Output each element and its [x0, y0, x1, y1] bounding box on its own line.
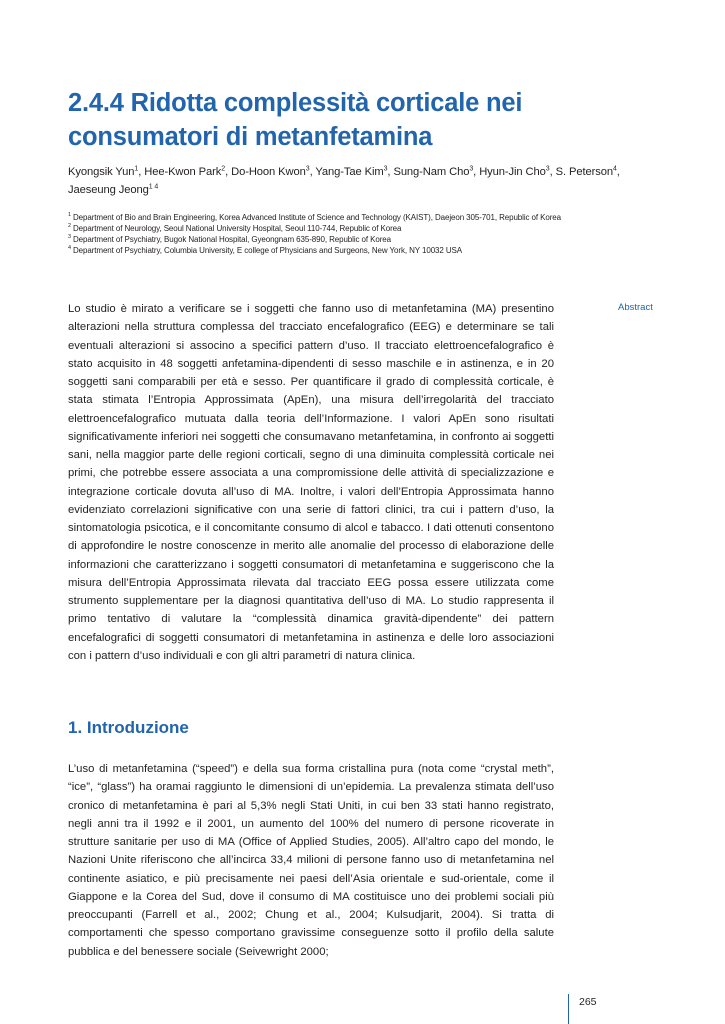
author-affiliation-mark: 3 [545, 165, 550, 173]
introduction-section [68, 760, 554, 961]
section-heading: 1. Introduzione [68, 718, 189, 737]
abstract-paragraph: Lo studio è mirato a verificare se i soggetti che fanno uso di metanfetamina (MA) presentino alterazioni nella struttura complessa del tracciato encefalografico (EEG) e determinare se tali eventuali alterazioni si associno a specifici pattern d’uso. Il tracciato elettroencefalografico è stato acquisito in 48 soggetti anfetamina-dipendenti di sesso maschile e in astinenza, e in 20 soggetti sani comparabili per età e sesso. Per quantificare il grado di complessità corticale, è stata stimata l’Entropia Approssimata (ApEn), una misura dell’irregolarità del tracciato elettroencefalografico mutuata dalla teoria dell’Informazione. I valori ApEn sono risultati significativamente inferiori nei soggetti che consumavano metanfetamina, in confronto ai soggetti sani, nella maggior parte delle regioni corticali, segno di una diminuita complessità corticale nei primi, che potrebbe essere associata a una compromissione delle attività di specializzazione e integrazione corticale dovuta all’uso di MA. Inoltre, i valori dell’Entropia Approssimata hanno evidenziato correlazioni significative con una serie di fattori clinici, tra cui i pattern d’uso, la sintomatologia psicotica, e il concomitante consumo di alcol e tabacco. I dati ottenuti consentono di approfondire le nostre conoscenze in merito alle anomalie del processo di elaborazione delle informazioni che caratterizzano i soggetti consumatori di metanfetamina e suggeriscono che la misura dell’Entropia Approssimata rilevata dal tracciato EEG possa essere utilizzata come strumento supplementare per la diagnosi quantitativa dell’uso di MA. Lo studio rappresenta il primo tentativo di valutare la “complessità dinamica gravità-dipendente” dei pattern encefalografici di soggetti consumatori di metanfetamina in astinenza e delle loro associazioni con i pattern d’uso individuali e con gli altri parametri di natura clinica. [68, 303, 554, 662]
abstract-label: Abstract [618, 302, 653, 313]
author-name: Jaeseung Jeong [68, 184, 149, 196]
author-name: Sung-Nam Cho [393, 166, 470, 178]
abstract-section [68, 300, 554, 665]
affiliation-item [68, 245, 668, 256]
affiliation-item [68, 212, 668, 223]
author-name: Hee-Kwon Park [144, 166, 222, 178]
affiliation-text: Department of Psychiatry, Bugok National Hospital, Gyeongnam 635-890, Republic of Korea [72, 235, 391, 244]
author-affiliation-mark: 1 4 [148, 183, 159, 191]
author-name: Yang-Tae Kim [315, 166, 384, 178]
page-number: 265 [579, 996, 597, 1008]
author-name: S. Peterson [555, 166, 613, 178]
author-name: Do-Hoon Kwon [231, 166, 306, 178]
affiliation-item [68, 234, 668, 245]
author-affiliation-mark: 1 [134, 165, 139, 173]
affiliation-number: 4 [68, 245, 71, 252]
author-affiliation-mark: 4 [612, 165, 617, 173]
affiliation-text: Department of Neurology, Seoul National University Hospital, Seoul 110-744, Republic of Korea [72, 224, 402, 233]
affiliation-text: Department of Psychiatry, Columbia University, E college of Physicians and Surgeons, New York, NY 10032 USA [72, 246, 463, 255]
affiliation-item [68, 223, 668, 234]
affiliation-number: 3 [68, 234, 71, 241]
author-affiliation-mark: 3 [469, 165, 474, 173]
author-list: Kyongsik Yun$^1$, Hee-Kwon Park$^2$, Do-Hoon Kwon$^3$, Yang-Tae Kim$^3$, Sung-Nam Cho$^3$, Hyun-Jin Cho$^3$, S. Peterson$^4$, Jaeseung Jeong$^{1 4}$ [68, 165, 620, 196]
author-affiliation-mark: 2 [221, 165, 226, 173]
affiliation-number: 1 [68, 212, 71, 219]
author-name: Kyongsik Yun [68, 166, 135, 178]
page-title: 2.4.4 Ridotta complessità corticale nei consumatori di metanfetamina [68, 89, 523, 151]
author-name: Hyun-Jin Cho [479, 166, 546, 178]
affiliation-list [68, 212, 668, 256]
affiliation-text: Department of Bio and Brain Engineering, Korea Advanced Institute of Science and Technology (KAIST), Daejeon 305-701, Republic of Korea [72, 213, 561, 222]
author-affiliation-mark: 3 [305, 165, 310, 173]
body-paragraph: L’uso di metanfetamina (“speed”) e della sua forma cristallina pura (nota come “crystal meth”, “ice”, “glass”) ha oramai raggiunto le dimensioni di un’epidemia. La prevalenza stimata dell’uso cronico di metanfetamina è pari al 5,3% negli Stati Uniti, in cui ben 33 stati hanno registrato, negli anni tra il 1992 e il 2001, un aumento del 100% del numero di persone ricoverate in strutture sanitarie per uso di MA (Office of Applied Studies, 2005). All’altro capo del mondo, le Nazioni Unite riferiscono che all’incirca 33,4 milioni di persone fanno uso di metanfetamina nel continente asiatico, e più precisamente nei paesi dell’Asia orientale e sud-orientale, come il Giappone e la Corea del Sud, dove il consumo di MA costituisce uno dei problemi sociali più preoccupanti (Farrell et al., 2002; Chung et al., 2004; Kulsudjarit, 2004). Si tratta di comportamenti che spesso comportano gravissime conseguenze sotto il profilo della salute pubblica e del benessere sociale (Seivewright 2000; [68, 763, 554, 958]
page-number-rule [568, 994, 569, 1024]
affiliation-number: 2 [68, 223, 71, 230]
author-affiliation-mark: 3 [383, 165, 388, 173]
